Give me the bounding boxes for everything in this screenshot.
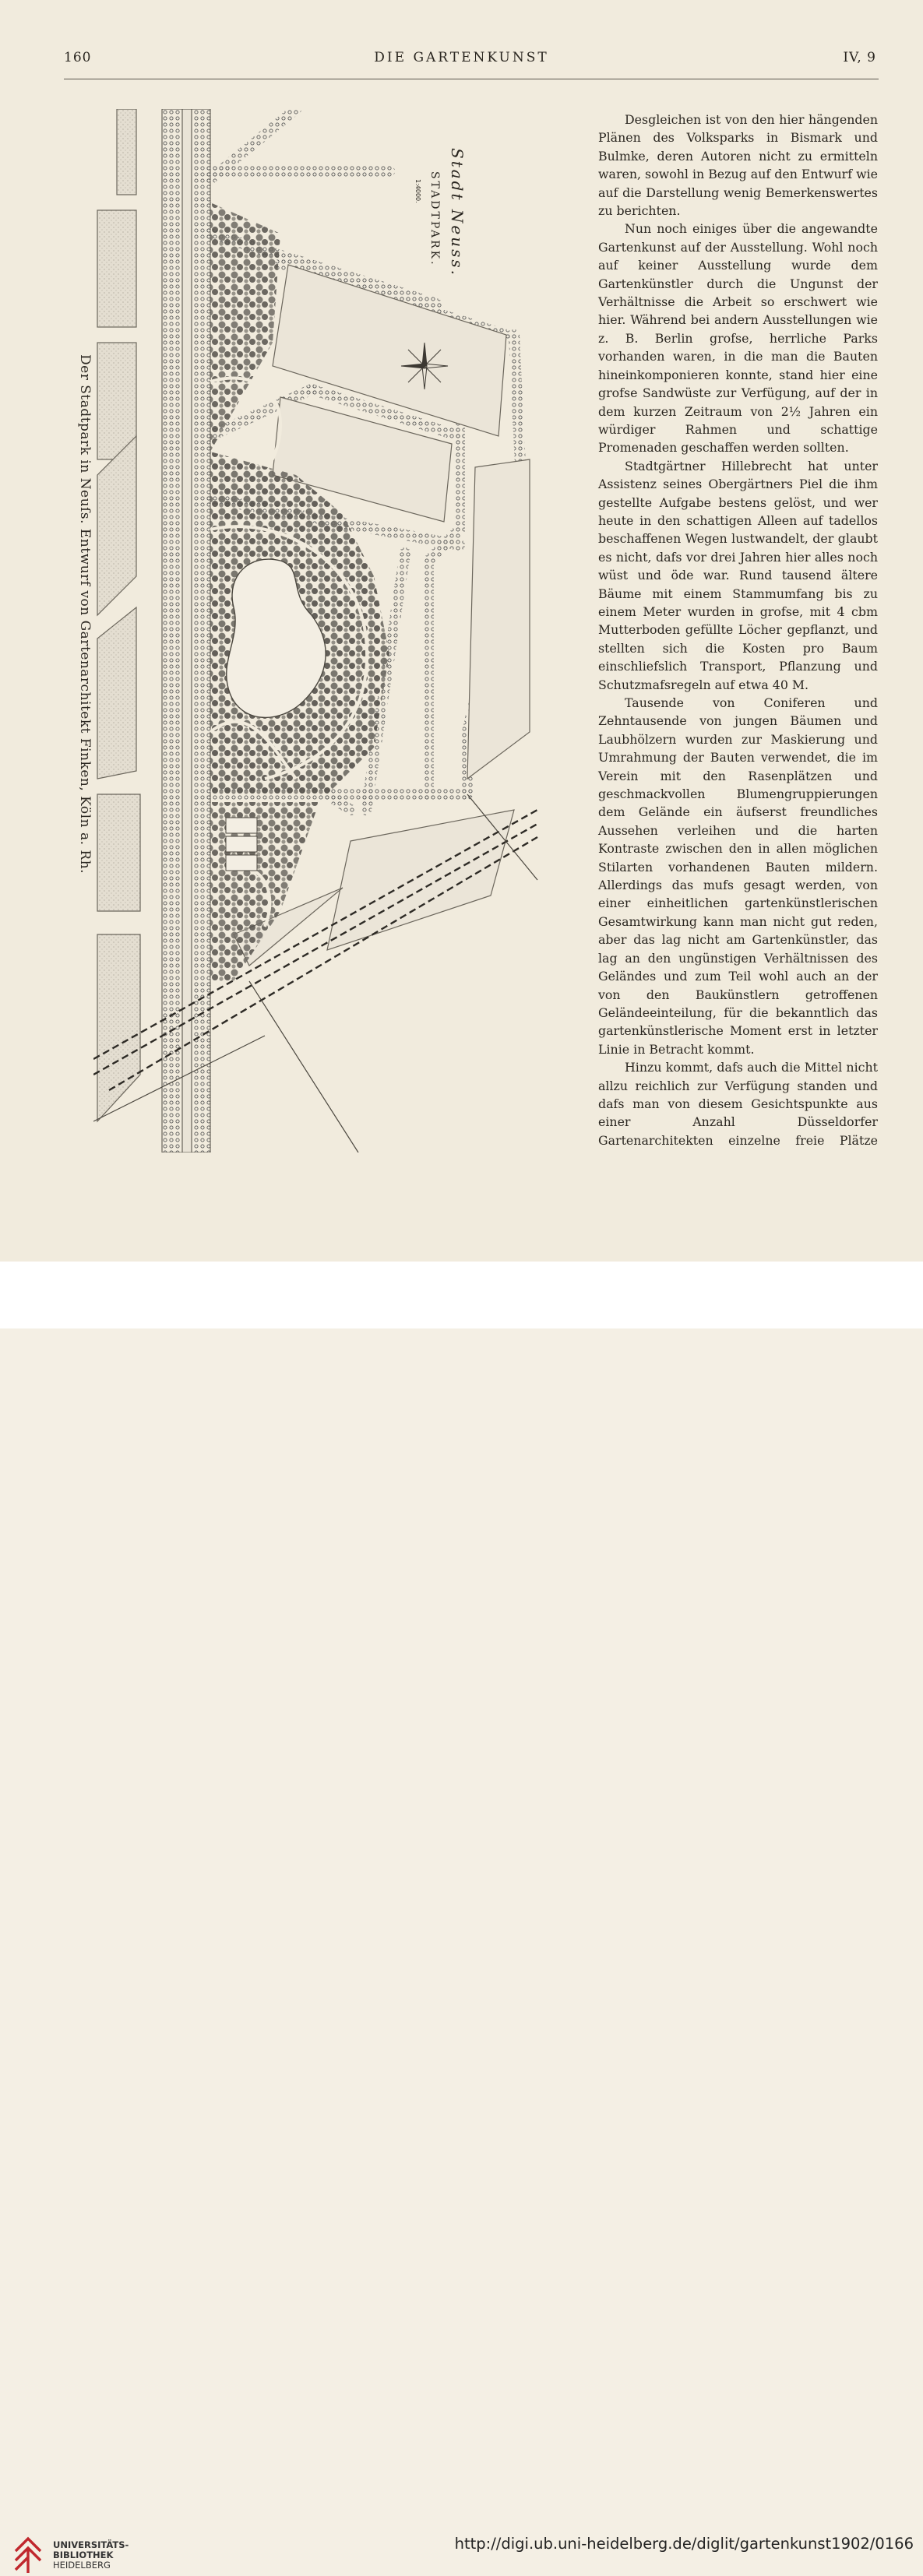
permalink-url[interactable]: http://digi.ub.uni-heidelberg.de/diglit/gartenkunst1902/0166: [454, 2535, 914, 2553]
map-legend: [414, 148, 467, 277]
map-scale: 1:4000.: [414, 179, 421, 203]
volume-number: IV, 9: [843, 50, 876, 65]
scanned-page: [0, 0, 923, 1262]
body-text-column: [598, 111, 878, 1149]
library-name[interactable]: [53, 2540, 129, 2571]
library-name-line1: UNIVERSITÄTS-: [53, 2539, 129, 2550]
library-name-line2: BIBLIOTHEK: [53, 2550, 114, 2560]
main-avenue: [162, 109, 210, 1153]
page-number: 160: [64, 50, 92, 65]
left-streets: [97, 109, 140, 1121]
library-name-line3: HEIDELBERG: [53, 2560, 111, 2571]
paragraph-3: Stadtgärtner Hillebrecht hat unter Assistenz seines Obergärtners Piel die ihm gestellte Aufgabe bestens gelöst, und wer heute in den schattigen Alleen auf tadellos beschaffenen Wegen lustwandelt, der glaubt es nicht, dafs vor drei Jahren hier alles noch wüst und öde war. Rund tausend ältere Bäume mit einem Stammumfang bis zu einem Meter wurden in grofse, mit 4 cbm Mutterboden gefüllte Löcher gepflanzt, und stellten sich die Kosten pro Baum einschliefslich Transport, Pflanzung und Schutzmafsregeln auf etwa 40 M.: [598, 458, 878, 692]
paragraph-2: Nun noch einiges über die angewandte Gartenkunst auf der Ausstellung. Wohl noch auf keiner Ausstellung wurde dem Gartenkünstler durch die Ungunst der Verhältnisse die Arbeit so erschwert wie hier. Während bei andern Ausstellungen wie z. B. Berlin grofse, herrliche Parks vorhanden waren, in die man die Bauten hineinkomponieren konnte, stand hier eine grofse Sandwüste zur Verfügung, auf der in dem kurzen Zeitraum von 2½ Jahren ein würdiger Rahmen und schattige Promenaden geschaffen werden sollten.: [598, 221, 878, 456]
tennis-courts: [226, 818, 257, 871]
paragraph-5: Hinzu kommt, dafs auch die Mittel nicht allzu reichlich zur Verfügung standen und dafs man von diesem Gesichtspunkte aus einer Anzahl Düsseldorfer Gartenarchitekten einzelne freie Plätze: [598, 1060, 878, 1148]
map-title: Stadt Neuss.: [448, 148, 467, 277]
map-subtitle: STADTPARK.: [428, 171, 441, 267]
viewer-footer: [0, 1262, 923, 2571]
journal-title: DIE GARTENKUNST: [374, 50, 549, 65]
park-plan-illustration: [93, 109, 592, 1153]
university-library-logo-icon[interactable]: [11, 2532, 45, 2576]
paragraph-1: Desgleichen ist von den hier hängenden Plänen des Volksparks in Bismark und Bulmke, deren Autoren nicht zu ermitteln waren, sowohl in Bezug auf den Entwurf wie auf die Darstellung wenig Bemerkenswertes zu berichten.: [598, 112, 878, 219]
figure-caption: [69, 354, 93, 923]
paragraph-4: Tausende von Coniferen und Zehntausende von jungen Bäumen und Laubhölzern wurden zur Maskierung und Umrahmung der Bauten verwendet, die im Verein mit den Rasenplätzen und geschmackvollen Blumengruppierungen dem Gelände ein äufserst freundliches Aussehen verleihen und die harten Kontraste zwischen den in allen möglichen Stilarten vorhandenen Bauten mildern. Allerdings das mufs gesagt werden, von einer einheitlichen gartenkünstlerischen Gesamtwirkung kann man nicht gut reden, aber das lag nicht am Gartenkünstler, das lag an den ungünstigen Verhältnissen des Geländes und zum Teil wohl auch an der von den Baukünstlern getroffenen Geländeeinteilung, für die bekanntlich das gartenkünstlerische Moment erst in letzter Linie in Betracht kommt.: [598, 695, 878, 1057]
figure-caption-text: Der Stadtpark in Neuſs. Entwurf von Gartenarchitekt Finken, Köln a. Rh.: [77, 354, 93, 875]
